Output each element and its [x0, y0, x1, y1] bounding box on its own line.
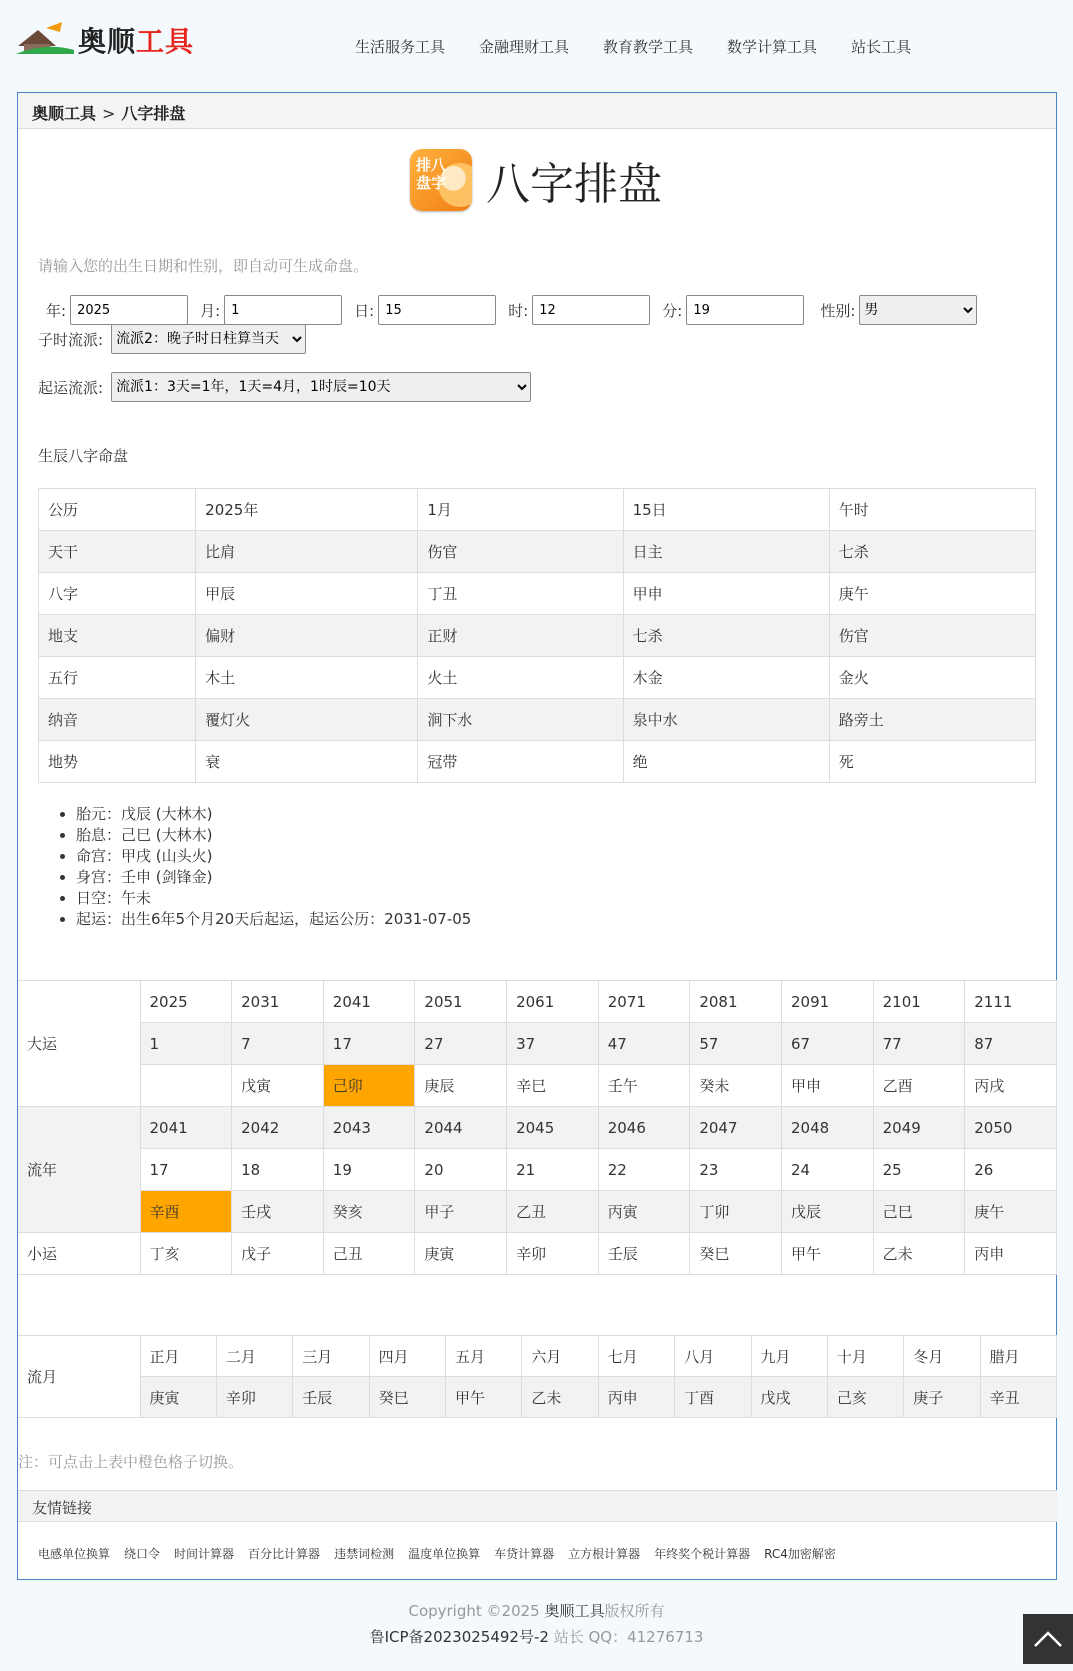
bazi-cell: 伤官	[829, 615, 1035, 657]
intro-text: 请输入您的出生日期和性别，即自动可生成命盘。	[38, 257, 369, 275]
bazi-row	[39, 657, 1036, 699]
bazi-cell: 午时	[829, 489, 1035, 531]
bazi-row-label: 公历	[39, 489, 196, 531]
month-cell: 正月	[140, 1336, 216, 1377]
table-cell: 2044	[415, 1107, 507, 1149]
row-group-label: 大运	[18, 981, 140, 1107]
info-item: • 起运：出生6年5个月20天后起运，起运公历：2031-07-05	[76, 909, 471, 930]
table-cell: 2046	[598, 1107, 690, 1149]
table-cell: 2045	[507, 1107, 599, 1149]
bazi-cell: 衰	[196, 741, 418, 783]
table-cell: 22	[598, 1149, 690, 1191]
liuyue-months-row	[18, 1336, 1057, 1377]
table-cell: 2042	[232, 1107, 324, 1149]
breadcrumb-home[interactable]: 奥顺工具	[32, 104, 97, 123]
bazi-cell: 15日	[623, 489, 829, 531]
table-cell[interactable]: 辛巳	[507, 1065, 599, 1107]
table-cell: 癸巳	[690, 1233, 782, 1275]
month-cell: 八月	[675, 1336, 751, 1377]
bazi-row-label: 纳音	[39, 699, 196, 741]
bazi-cell: 丁丑	[418, 573, 623, 615]
month-cell: 三月	[293, 1336, 369, 1377]
month-label: 月:	[200, 301, 221, 320]
zishi-row	[38, 324, 306, 354]
table-cell: 2049	[873, 1107, 965, 1149]
friend-link[interactable]: 车贷计算器	[494, 1547, 555, 1561]
back-to-top-button[interactable]	[1023, 1614, 1073, 1664]
table-cell[interactable]: 甲子	[415, 1191, 507, 1233]
bazi-cell: 七杀	[829, 531, 1035, 573]
hint-note: 注：可点击上表中橙色格子切换。	[18, 1453, 244, 1471]
month-cell: 十月	[827, 1336, 903, 1377]
site-footer	[0, 1598, 1073, 1650]
row-group-label: 流月	[18, 1336, 140, 1418]
icp-line	[0, 1624, 1073, 1650]
table-cell: 67	[781, 1023, 873, 1065]
month-cell: 四月	[369, 1336, 445, 1377]
table-cell[interactable]: 癸未	[690, 1065, 782, 1107]
zishi-label: 子时流派:	[38, 330, 104, 349]
bazi-cell: 泉中水	[623, 699, 829, 741]
gender-select[interactable]	[859, 295, 977, 325]
table-cell: 2071	[598, 981, 690, 1023]
site-header	[0, 0, 1073, 92]
table-cell: 2048	[781, 1107, 873, 1149]
bazi-cell: 1月	[418, 489, 623, 531]
table-cell[interactable]: 戊辰	[781, 1191, 873, 1233]
page-header	[410, 148, 662, 212]
table-cell: 37	[507, 1023, 599, 1065]
page-title: 八字排盘	[486, 159, 662, 210]
app-icon-text-top: 排八	[416, 156, 447, 174]
table-cell: 77	[873, 1023, 965, 1065]
day-label: 日:	[354, 301, 375, 320]
table-cell: 25	[873, 1149, 965, 1191]
qiyun-row	[38, 372, 531, 402]
bazi-cell: 比肩	[196, 531, 418, 573]
friend-link[interactable]: 绕口令	[124, 1547, 161, 1561]
friend-link[interactable]: 电感单位换算	[38, 1547, 111, 1561]
month-ganzhi-cell: 乙未	[522, 1377, 598, 1418]
table-cell[interactable]: 丙寅	[598, 1191, 690, 1233]
table-cell: 丁亥	[140, 1233, 232, 1275]
bazi-row	[39, 699, 1036, 741]
bazi-cell: 冠带	[418, 741, 623, 783]
webmaster-qq: 站长 QQ：41276713	[548, 1628, 704, 1646]
friend-link[interactable]: 时间计算器	[174, 1547, 235, 1561]
hour-label: 时:	[508, 301, 529, 320]
app-icon-text-bottom: 盘字	[416, 174, 447, 192]
breadcrumb-current[interactable]: 八字排盘	[121, 104, 186, 123]
bazi-cell: 木土	[196, 657, 418, 699]
friend-link[interactable]: 年终奖个税计算器	[654, 1547, 751, 1561]
table-cell: 庚寅	[415, 1233, 507, 1275]
table-cell: 17	[323, 1023, 415, 1065]
bazi-cell: 火土	[418, 657, 623, 699]
site-logo[interactable]	[16, 20, 194, 60]
table-cell[interactable]: 甲申	[781, 1065, 873, 1107]
month-ganzhi-cell: 戊戌	[751, 1377, 827, 1418]
friend-links	[38, 1545, 836, 1562]
table-cell: 23	[690, 1149, 782, 1191]
bazi-row	[39, 531, 1036, 573]
bazi-cell: 甲申	[623, 573, 829, 615]
bazi-table	[38, 488, 1036, 783]
friend-link[interactable]: 温度单位换算	[408, 1547, 481, 1561]
selected-ganzhi-cell[interactable]: 己卯	[323, 1065, 415, 1107]
selected-ganzhi-cell[interactable]: 辛酉	[140, 1191, 232, 1233]
table-cell: 20	[415, 1149, 507, 1191]
hour-input[interactable]	[532, 295, 650, 325]
site-name: 奥顺工具	[78, 25, 195, 58]
breadcrumb	[18, 93, 1056, 129]
table-cell: 57	[690, 1023, 782, 1065]
row-group-label: 小运	[18, 1233, 140, 1275]
table-cell: 19	[323, 1149, 415, 1191]
table-cell[interactable]: 壬午	[598, 1065, 690, 1107]
bazi-cell: 庚午	[829, 573, 1035, 615]
main-nav	[355, 36, 911, 57]
table-cell: 2061	[507, 981, 599, 1023]
bazi-row-label: 五行	[39, 657, 196, 699]
table-cell: 丙申	[965, 1233, 1057, 1275]
table-cell: 辛卯	[507, 1233, 599, 1275]
info-list	[76, 804, 471, 930]
nav-item-education[interactable]: 教育教学工具	[603, 38, 694, 56]
friend-link[interactable]: 违禁词检测	[334, 1547, 395, 1561]
month-ganzhi-cell: 丙申	[598, 1377, 674, 1418]
table-cell: 壬辰	[598, 1233, 690, 1275]
liunian-ages-row	[18, 1149, 1057, 1191]
house-logo-icon	[16, 20, 74, 60]
nav-item-finance[interactable]: 金融理财工具	[479, 38, 570, 56]
nav-item-webmaster[interactable]: 站长工具	[851, 38, 912, 56]
year-label: 年:	[46, 301, 67, 320]
month-ganzhi-cell: 壬辰	[293, 1377, 369, 1418]
table-cell: 2111	[965, 981, 1057, 1023]
table-cell: 乙未	[873, 1233, 965, 1275]
bazi-cell: 正财	[418, 615, 623, 657]
month-ganzhi-cell: 癸巳	[369, 1377, 445, 1418]
liuyue-ganzhi-row	[18, 1377, 1057, 1418]
bazi-cell: 死	[829, 741, 1035, 783]
nav-item-life[interactable]: 生活服务工具	[355, 38, 446, 56]
bazi-row	[39, 573, 1036, 615]
dayun-years-row	[18, 981, 1057, 1023]
table-cell[interactable]	[140, 1065, 232, 1107]
bazi-row-label: 地支	[39, 615, 196, 657]
month-cell: 腊月	[980, 1336, 1056, 1377]
friend-link[interactable]: RC4加密解密	[764, 1547, 836, 1561]
bazi-cell: 偏财	[196, 615, 418, 657]
bazi-cell: 涧下水	[418, 699, 623, 741]
copyright	[0, 1598, 1073, 1624]
table-cell: 87	[965, 1023, 1057, 1065]
friend-links-title: 友情链接	[18, 1490, 1057, 1522]
dayun-liunian-table	[18, 980, 1057, 1275]
bazi-section-title: 生辰八字命盘	[38, 447, 129, 465]
info-item: • 命宫：甲戌 (山头火)	[76, 846, 471, 867]
month-ganzhi-cell: 甲午	[446, 1377, 522, 1418]
bazi-cell: 绝	[623, 741, 829, 783]
month-ganzhi-cell: 庚子	[904, 1377, 980, 1418]
table-cell[interactable]: 庚辰	[415, 1065, 507, 1107]
table-cell: 1	[140, 1023, 232, 1065]
bazi-row-label: 天干	[39, 531, 196, 573]
bazi-cell: 甲辰	[196, 573, 418, 615]
table-cell: 2025	[140, 981, 232, 1023]
table-cell[interactable]: 己巳	[873, 1191, 965, 1233]
xiaoyun-row	[18, 1233, 1057, 1275]
table-cell: 2047	[690, 1107, 782, 1149]
day-input[interactable]	[378, 295, 496, 325]
table-cell: 己丑	[323, 1233, 415, 1275]
footer-site-link[interactable]: 奥顺工具	[544, 1602, 605, 1620]
month-input[interactable]	[224, 295, 342, 325]
table-cell[interactable]: 丙戌	[965, 1065, 1057, 1107]
table-cell: 2081	[690, 981, 782, 1023]
month-ganzhi-cell: 辛卯	[216, 1377, 292, 1418]
table-cell: 2051	[415, 981, 507, 1023]
table-cell: 7	[232, 1023, 324, 1065]
bazi-cell: 2025年	[196, 489, 418, 531]
gender-label: 性别:	[820, 301, 856, 320]
table-cell: 2050	[965, 1107, 1057, 1149]
bazi-app-icon	[410, 149, 472, 211]
bazi-row-label: 八字	[39, 573, 196, 615]
table-cell[interactable]: 丁卯	[690, 1191, 782, 1233]
table-cell: 26	[965, 1149, 1057, 1191]
month-cell: 七月	[598, 1336, 674, 1377]
table-cell: 2043	[323, 1107, 415, 1149]
bazi-row	[39, 741, 1036, 783]
table-cell: 戊子	[232, 1233, 324, 1275]
month-ganzhi-cell: 己亥	[827, 1377, 903, 1418]
minute-label: 分:	[662, 301, 683, 320]
table-cell[interactable]: 壬戌	[232, 1191, 324, 1233]
month-cell: 冬月	[904, 1336, 980, 1377]
copyright-suffix: 版权所有	[604, 1602, 665, 1620]
friend-link[interactable]: 立方根计算器	[568, 1547, 641, 1561]
month-cell: 九月	[751, 1336, 827, 1377]
main-panel	[17, 92, 1057, 1580]
table-cell[interactable]: 乙丑	[507, 1191, 599, 1233]
bazi-cell: 木金	[623, 657, 829, 699]
copyright-prefix: Copyright ©2025	[408, 1602, 545, 1620]
info-item: • 身宫：壬申 (剑锋金)	[76, 867, 471, 888]
chevron-up-icon	[1033, 1630, 1063, 1648]
minute-input[interactable]	[686, 295, 804, 325]
month-cell: 二月	[216, 1336, 292, 1377]
bazi-row-label: 地势	[39, 741, 196, 783]
bazi-cell: 七杀	[623, 615, 829, 657]
month-cell: 五月	[446, 1336, 522, 1377]
table-cell: 21	[507, 1149, 599, 1191]
bazi-cell: 日主	[623, 531, 829, 573]
row-group-label: 流年	[18, 1107, 140, 1233]
month-ganzhi-cell: 丁酉	[675, 1377, 751, 1418]
liunian-years-row	[18, 1107, 1057, 1149]
icp-link[interactable]: 鲁ICP备2023025492号-2	[369, 1628, 549, 1646]
bazi-row	[39, 489, 1036, 531]
liunian-ganzhi-row	[18, 1191, 1057, 1233]
bazi-cell: 金火	[829, 657, 1035, 699]
qiyun-label: 起运流派:	[38, 378, 104, 397]
zishi-select[interactable]	[111, 324, 306, 354]
month-cell: 六月	[522, 1336, 598, 1377]
table-cell: 2091	[781, 981, 873, 1023]
info-item: • 胎元：戊辰 (大林木)	[76, 804, 471, 825]
table-cell: 2101	[873, 981, 965, 1023]
table-cell: 2041	[323, 981, 415, 1023]
table-cell: 2031	[232, 981, 324, 1023]
table-cell[interactable]: 乙酉	[873, 1065, 965, 1107]
bazi-cell: 伤官	[418, 531, 623, 573]
month-ganzhi-cell: 庚寅	[140, 1377, 216, 1418]
table-cell: 甲午	[781, 1233, 873, 1275]
table-cell: 17	[140, 1149, 232, 1191]
bazi-cell: 路旁土	[829, 699, 1035, 741]
qiyun-select[interactable]	[111, 372, 531, 402]
info-item: • 日空：午未	[76, 888, 471, 909]
table-cell: 24	[781, 1149, 873, 1191]
month-ganzhi-cell: 辛丑	[980, 1377, 1056, 1418]
liuyue-table	[18, 1335, 1057, 1418]
table-cell: 18	[232, 1149, 324, 1191]
dayun-ganzhi-row	[18, 1065, 1057, 1107]
birth-form	[46, 295, 977, 325]
table-cell[interactable]: 戊寅	[232, 1065, 324, 1107]
bazi-cell: 覆灯火	[196, 699, 418, 741]
year-input[interactable]	[70, 295, 188, 325]
friend-link[interactable]: 百分比计算器	[248, 1547, 321, 1561]
bazi-row	[39, 615, 1036, 657]
table-cell[interactable]: 庚午	[965, 1191, 1057, 1233]
table-cell: 2041	[140, 1107, 232, 1149]
breadcrumb-separator: >	[102, 104, 116, 123]
table-cell: 47	[598, 1023, 690, 1065]
dayun-ages-row	[18, 1023, 1057, 1065]
info-item: • 胎息：己巳 (大林木)	[76, 825, 471, 846]
table-cell[interactable]: 癸亥	[323, 1191, 415, 1233]
nav-item-math[interactable]: 数学计算工具	[727, 38, 818, 56]
table-cell: 27	[415, 1023, 507, 1065]
